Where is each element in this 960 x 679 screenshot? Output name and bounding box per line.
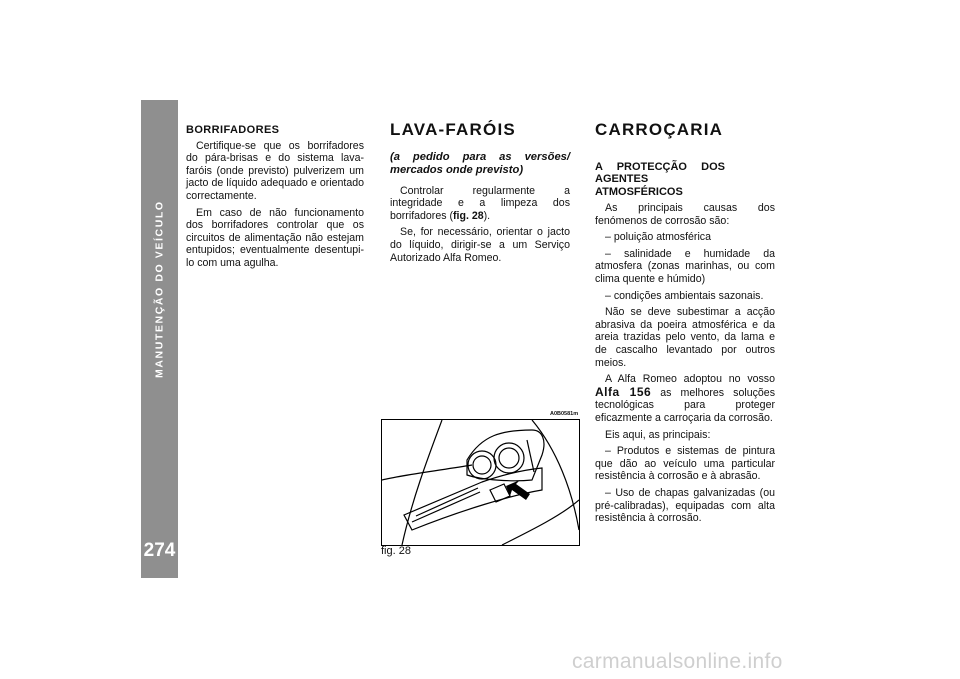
paragraph: Eis aqui, as principais: (605, 428, 711, 441)
heading-lava-farois: LAVA-FARÓIS (390, 120, 516, 139)
figure-caption: fig. 28 (381, 545, 411, 557)
sidebar (141, 100, 178, 578)
subheading-lava-farois: (a pedido para as versões/ mercados onde previsto) (390, 150, 570, 176)
column-carrocaria (595, 120, 775, 529)
headlamp-illustration (382, 420, 579, 545)
figure-headlamp-washer (381, 419, 580, 546)
heading-carrocaria: CARROÇARIA (595, 120, 724, 139)
watermark: carmanualsonline.info (572, 650, 783, 673)
paragraph: Não se deve subestimar a acção abrasiva da poeira atmosférica e da areia trazidas pelo vento, da lama e de cascalho levantado por outros meios. (595, 306, 775, 369)
list-item: – poluição atmosférica (605, 231, 711, 244)
paragraph: Controlar regularmente a integridade e a limpeza dos borrifadores (fig. 28). (390, 184, 570, 222)
paragraph: Se, for necessário, orientar o jacto do líquido, dirigir-se a um Serviço Autorizado Alfa Romeo. (390, 226, 570, 264)
column-borrifadores (186, 124, 364, 274)
paragraph: A Alfa Romeo adoptou no vosso Alfa 156 as melhores soluções tecnológicas para proteger eficazmente a carroçaria da corrosão. (595, 373, 775, 424)
column-lava-farois (390, 120, 570, 268)
paragraph: – Produtos e sistemas de pintura que dão ao veículo uma particular resistência à corrosão e à abrasão. (595, 445, 775, 483)
paragraph: Em caso de não funcionamento dos borrifadores controlar que os circuitos de alimentação não estejam entupidos; eventualmente desentupi-lo com uma agulha. (186, 206, 364, 269)
figure-code: A0B0581m (550, 411, 579, 417)
heading-protecao: A PROTECÇÃO DOS AGENTES ATMOSFÉRICOS (595, 160, 725, 198)
sidebar-title: MANUTENÇÃO DO VEÍCULO (153, 200, 166, 378)
model-name: Alfa 156 (595, 384, 652, 399)
heading-borrifadores: BORRIFADORES (186, 124, 280, 136)
list-item: – salinidade e humidade da atmosfera (zonas marinhas, ou com clima quente e húmido) (595, 247, 775, 286)
paragraph: – Uso de chapas galvanizadas (ou pré-calibradas), equipadas com alta resistência à corrosão. (595, 486, 775, 525)
figure-reference: fig. 28 (453, 209, 484, 222)
page-number: 274 (143, 540, 176, 561)
paragraph: Certifique-se que os borrifadores do pára-brisas e do sistema lava-faróis (onde previsto) pulverizem um jacto de líquido adequado e orientado correctamente. (186, 139, 364, 202)
list-item: – condições ambientais sazonais. (605, 289, 764, 302)
paragraph: As principais causas dos fenómenos de corrosão são: (595, 202, 775, 227)
